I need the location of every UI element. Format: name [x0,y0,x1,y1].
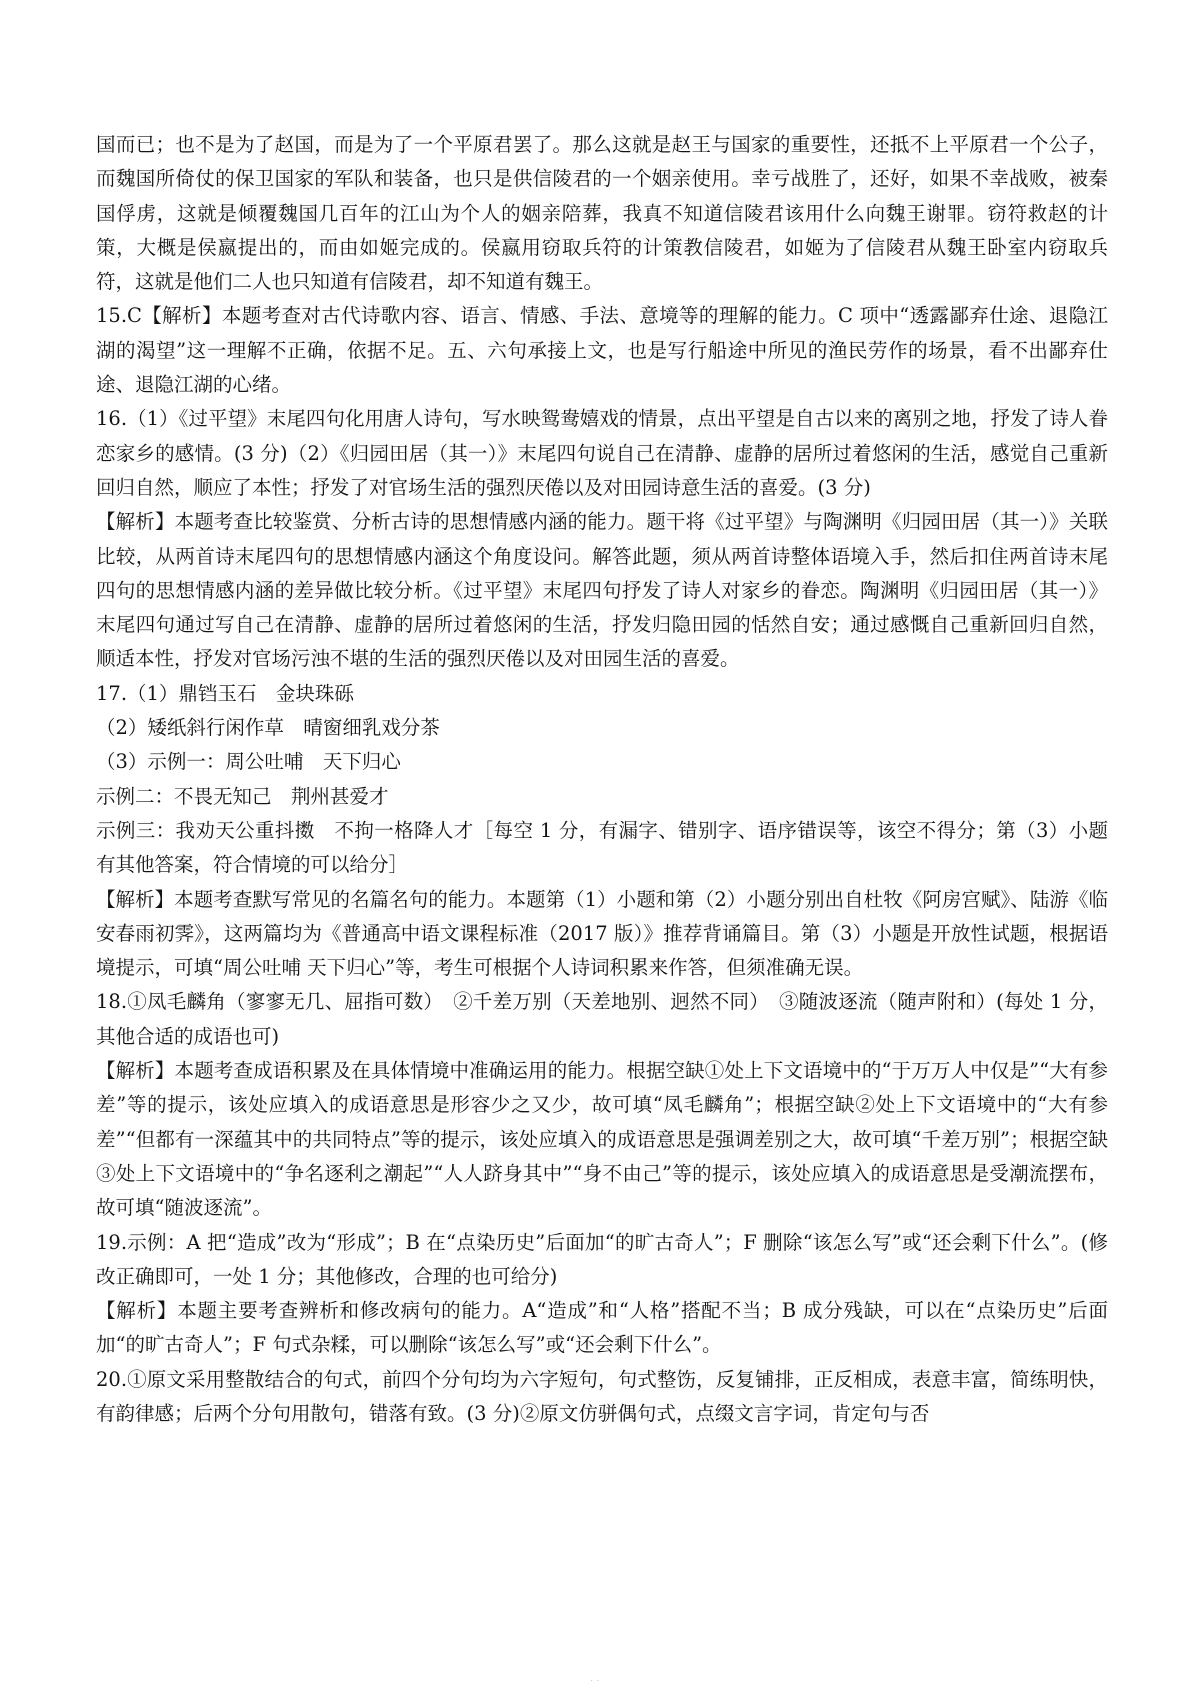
answer-17-3-example-2: 示例二：不畏无知己 荆州甚爱才 [96,784,389,808]
answer-15: 15.C【解析】本题考查对古代诗歌内容、语言、情感、手法、意境等的理解的能力。C 项中“透露鄙弃仕途、退隐江湖的渴望”这一理解不正确，依据不足。五、六句承接上文，也是写行船途中所见的渔民劳作的场景，看不出鄙弃仕途、退隐江湖的心绪。 [96,304,1108,397]
answer-17-2: （2）矮纸斜行闲作草 晴窗细乳戏分茶 [96,716,440,740]
answer-17-1: 17.（1）鼎铛玉石 金块珠砾 [96,681,354,705]
analysis-17: 【解析】本题考查默写常见的名篇名句的能力。本题第（1）小题和第（2）小题分别出自杜牧《阿房宫赋》、陆游《临安春雨初霁》，这两篇均为《普通高中语文课程标准（2017 版）》推荐背诵篇目。第（3）小题是开放性试题，根据语境提示，可填“周公吐哺 天下归心”等，考生可根据个人诗词积累来作答，但须准确无误。 [96,887,1108,980]
answer-20: 20.①原文采用整散结合的句式，前四个分句均为六字短句，句式整饬，反复铺排，正反相成，表意丰富，简练明快，有韵律感；后两个分句用散句，错落有致。(3 分)②原文仿骈偶句式，点缀文言字词，肯定句与否 [96,1367,1108,1425]
answer-18: 18.①凤毛麟角（寥寥无几、屈指可数） ②千差万别（天差地别、迥然不同） ③随波逐流（随声附和）(每处 1 分，其他合适的成语也可) [96,990,1108,1048]
analysis-19: 【解析】本题主要考查辨析和修改病句的能力。A“造成”和“人格”搭配不当；B 成分残缺，可以在“点染历史”后面加“的旷古奇人”；F 句式杂糅，可以删除“该怎么写”或“还会剩下什么”。 [96,1299,1108,1357]
page-footer-mark: · · [590,1676,600,1687]
analysis-18: 【解析】本题考查成语积累及在具体情境中准确运用的能力。根据空缺①处上下文语境中的“于万万人中仅是”“大有参差”等的提示，该处应填入的成语意思是形容少之又少，故可填“凤毛麟角”；根据空缺②处上下文语境中的“大有参差”“但都有一深蕴其中的共同特点”等的提示，该处应填入的成语意思是强调差别之大，故可填“千差万别”；根据空缺③处上下文语境中的“争名逐利之潮起”“人人跻身其中”“身不由己”等的提示，该处应填入的成语意思是受潮流摆布，故可填“随波逐流”。 [96,1059,1108,1220]
answer-17-3-example-1: （3）示例一：周公吐哺 天下归心 [96,750,401,774]
answer-key-page [96,128,1108,1431]
answer-17-3-example-3: 示例三：我劝天公重抖擞 不拘一格降人才［每空 1 分，有漏字、错别字、语序错误等，该空不得分；第（3）小题有其他答案，符合情境的可以给分］ [96,818,1108,877]
paragraph-translation-end: 国而已；也不是为了赵国，而是为了一个平原君罢了。那么这就是赵王与国家的重要性，还抵不上平原君一个公子，而魏国所倚仗的保卫国家的军队和装备，也只是供信陵君的一个姻亲使用。幸亏战胜了，还好，如果不幸战败，被秦国俘虏，这就是倾覆魏国几百年的江山为个人的姻亲陪葬，我真不知道信陵君该用什么向魏王谢罪。窃符救赵的计策，大概是侯嬴提出的，而由如姬完成的。侯嬴用窃取兵符的计策教信陵君，如姬为了信陵君从魏王卧室内窃取兵符，这就是他们二人也只知道有信陵君，却不知道有魏王。 [96,133,1108,294]
answer-16: 16.（1）《过平望》末尾四句化用唐人诗句，写水映鸳鸯嬉戏的情景，点出平望是自古以来的离别之地，抒发了诗人眷恋家乡的感情。(3 分)（2）《归园田居（其一）》末尾四句说自己在清静、虚静的居所过着悠闲的生活，感觉自己重新回归自然，顺应了本性；抒发了对官场生活的强烈厌倦以及对田园诗意生活的喜爱。(3 分) [96,407,1108,499]
analysis-16: 【解析】本题考查比较鉴赏、分析古诗的思想情感内涵的能力。题干将《过平望》与陶渊明《归园田居（其一）》关联比较，从两首诗末尾四句的思想情感内涵这个角度设问。解答此题，须从两首诗整体语境入手，然后扣住两首诗末尾四句的思想情感内涵的差异做比较分析。《过平望》末尾四句抒发了诗人对家乡的眷恋。陶渊明《归园田居（其一）》末尾四句通过写自己在清静、虚静的居所过着悠闲的生活，抒发归隐田园的恬然自安；通过感慨自己重新回归自然，顺适本性，抒发对官场污浊不堪的生活的强烈厌倦以及对田园生活的喜爱。 [96,510,1108,671]
answer-19: 19.示例：A 把“造成”改为“形成”；B 在“点染历史”后面加“的旷古奇人”；F 删除“该怎么写”或“还会剩下什么”。(修改正确即可，一处 1 分；其他修改，合理的也可给分) [96,1230,1108,1288]
